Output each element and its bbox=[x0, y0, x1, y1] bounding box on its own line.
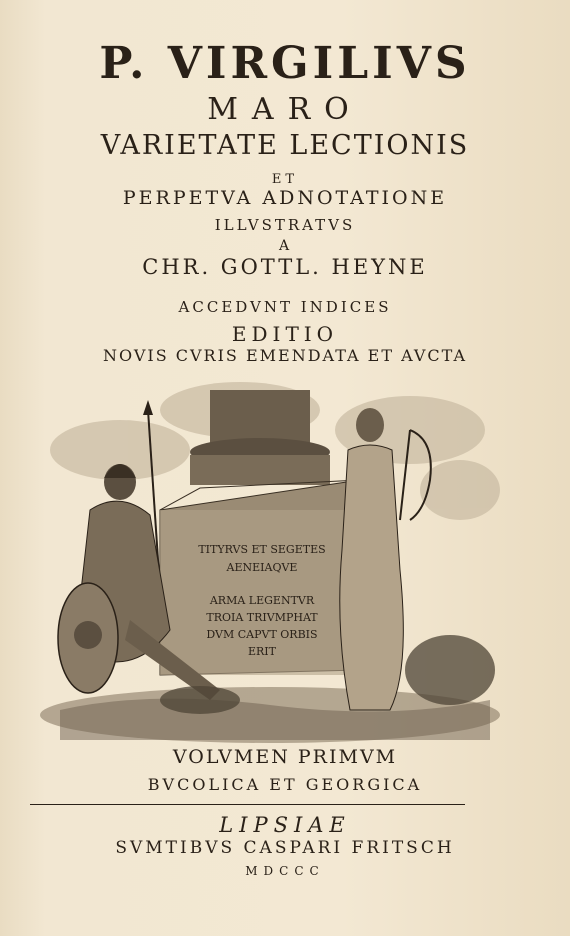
imprint-publisher: SVMTIBVS CASPARI FRITSCH bbox=[115, 838, 455, 858]
accedunt-line: ACCEDVNT INDICES bbox=[178, 298, 392, 316]
inscription-line-1: TITYRVS ET SEGETES bbox=[198, 543, 326, 556]
a-line: A bbox=[278, 238, 292, 254]
varietate-line: VARIETATE LECTIONIS bbox=[100, 130, 470, 161]
author-cognomen: MARO bbox=[207, 92, 363, 127]
novis-line: NOVIS CVRIS EMENDATA ET AVCTA bbox=[103, 346, 467, 365]
gorgon-shield-icon bbox=[74, 621, 102, 649]
contents-line: BVCOLICA ET GEORGICA bbox=[147, 775, 423, 794]
editor-name: CHR. GOTTL. HEYNE bbox=[142, 255, 428, 279]
illustratus-line: ILLVSTRATVS bbox=[214, 216, 356, 234]
imprint-place: LIPSIAE bbox=[219, 813, 351, 837]
imprint-divider bbox=[30, 804, 465, 805]
author-name: P. VIRGILIVS bbox=[99, 38, 471, 89]
editio-line: EDITIO bbox=[231, 322, 339, 346]
inscription-line-5: DVM CAPVT ORBIS bbox=[206, 628, 318, 641]
et-line: ET bbox=[271, 172, 299, 187]
inscription-line-3: ARMA LEGENTVR bbox=[209, 594, 315, 607]
volume-line: VOLVMEN PRIMVM bbox=[172, 746, 398, 768]
frontispiece-engraving bbox=[30, 370, 500, 750]
inscription-line-4: TROIA TRIVMPHAT bbox=[206, 611, 318, 624]
perpetua-line: PERPETVA ADNOTATIONE bbox=[122, 187, 448, 209]
inscription-line-6: ERIT bbox=[248, 645, 276, 658]
imprint-year: MDCCC bbox=[245, 864, 325, 878]
inscription-line-2: AENEIAQVE bbox=[226, 561, 298, 574]
